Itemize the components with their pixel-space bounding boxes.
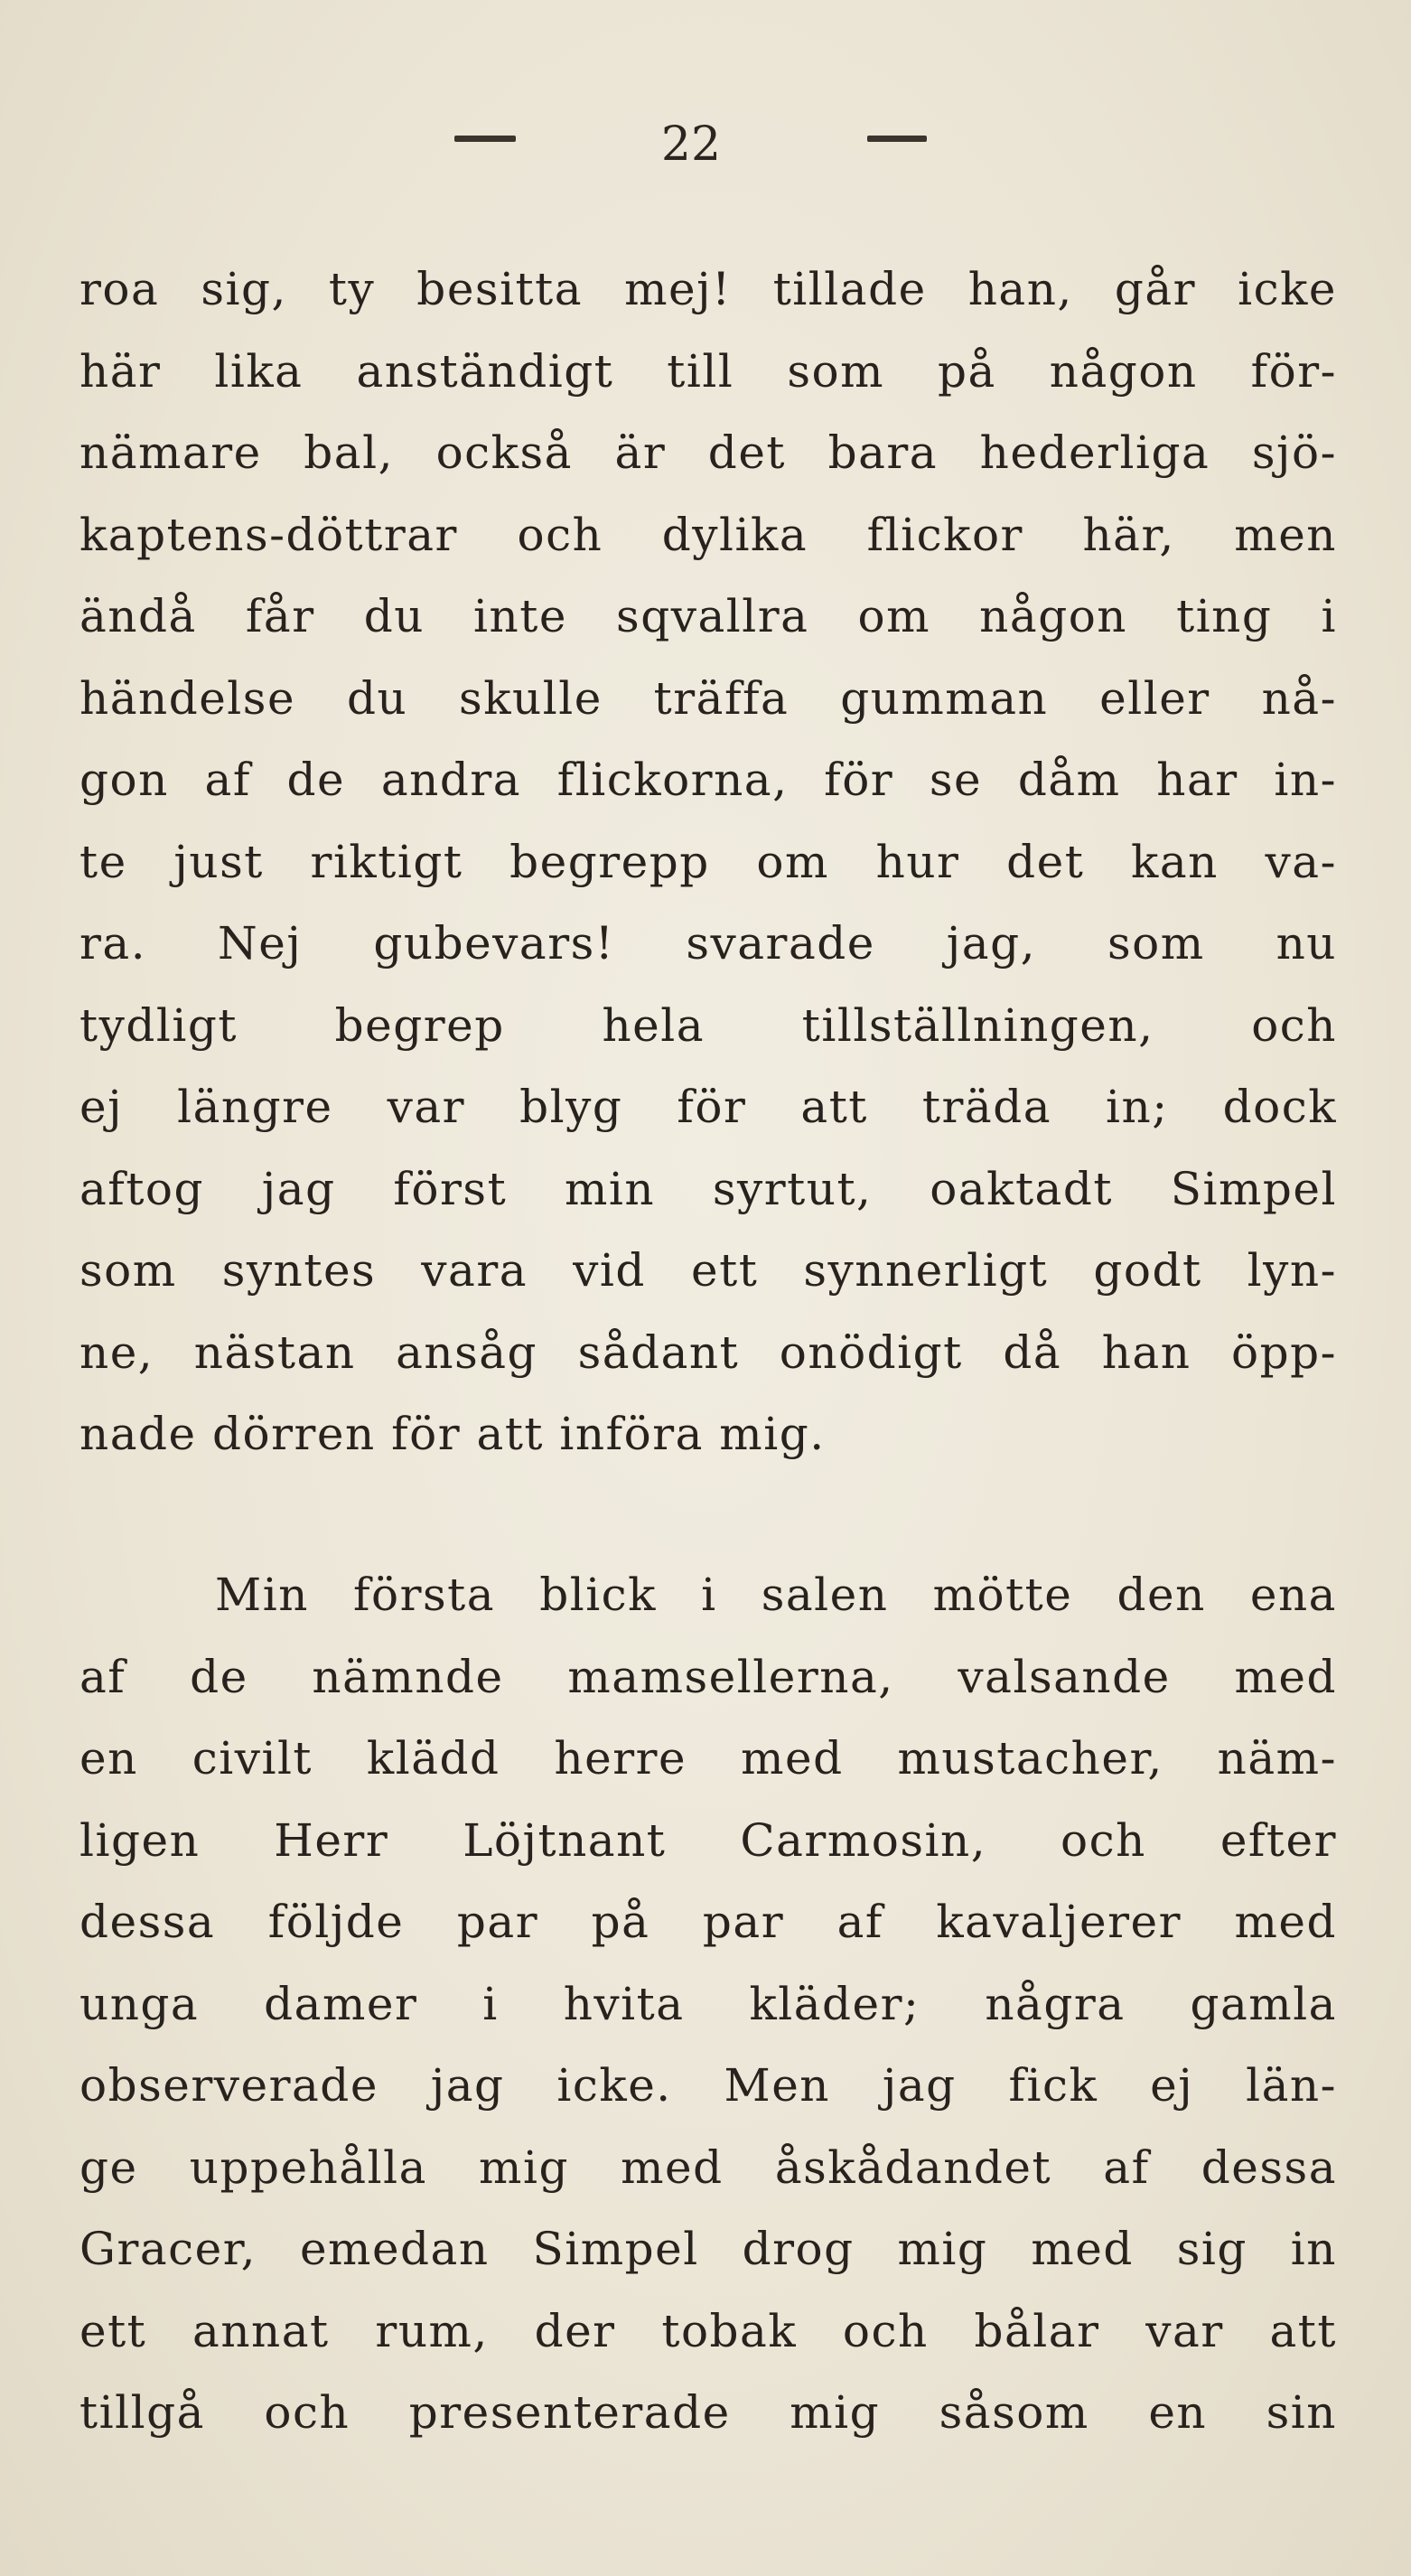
text-line: af de nämnde mamsellerna, valsande med [79,1650,1337,1703]
paragraph-2 [79,1554,1337,2454]
paragraph-1 [79,248,1337,1475]
text-line: te just riktigt begrepp om hur det kan va- [79,835,1337,888]
text-line: ett annat rum, der tobak och bålar var att [79,2304,1337,2357]
text-line: nämare bal, också är det bara hederliga sjö- [79,426,1337,479]
text-line: kaptens-döttrar och dylika flickor här, men [79,508,1337,561]
text-line: observerade jag icke. Men jag fick ej län- [79,2059,1337,2112]
text-line: ra. Nej gubevars! svarade jag, som nu [79,917,1337,970]
page-header [0,117,1411,172]
text-line: unga damer i hvita kläder; några gamla [79,1977,1337,2030]
text-line: Gracer, emedan Simpel drog mig med sig in [79,2223,1337,2275]
text-line: gon af de andra flickorna, för se dåm har in- [79,754,1337,806]
text-line: ne, nästan ansåg sådant onödigt då han öpp- [79,1325,1337,1379]
text-line: tillgå och presenterade mig såsom en sin [79,2386,1337,2439]
text-line: tydligt begrep hela tillställningen, och [79,998,1337,1052]
header-ornament-left [454,136,516,142]
text-line: ge uppehålla mig med åskådandet af dessa [79,2140,1337,2194]
text-line: händelse du skulle träffa gumman eller nå- [79,671,1337,725]
text-line: här lika anständigt till som på någon för- [79,344,1337,398]
text-line: dessa följde par på par af kavaljerer med [79,1896,1337,1948]
text-line: nade dörren för att införa mig. [79,1408,826,1460]
text-line: som syntes vara vid ett synnerligt godt lyn- [79,1244,1337,1297]
page-number: 22 [660,117,722,172]
text-line: ändå får du inte sqvallra om någon ting i [79,590,1337,642]
text-line: ej längre var blyg för att träda in; dock [79,1081,1337,1133]
text-line: Min första blick i salen mötte den ena [215,1569,1337,1621]
text-line: aftog jag först min syrtut, oaktadt Simpel [79,1162,1337,1215]
text-line: ligen Herr Löjtnant Carmosin, och efter [79,1813,1337,1867]
header-ornament-right [867,136,927,142]
text-line: en civilt klädd herre med mustacher, näm- [79,1732,1337,1784]
text-line: roa sig, ty besitta mej! tillade han, går icke [79,263,1337,315]
